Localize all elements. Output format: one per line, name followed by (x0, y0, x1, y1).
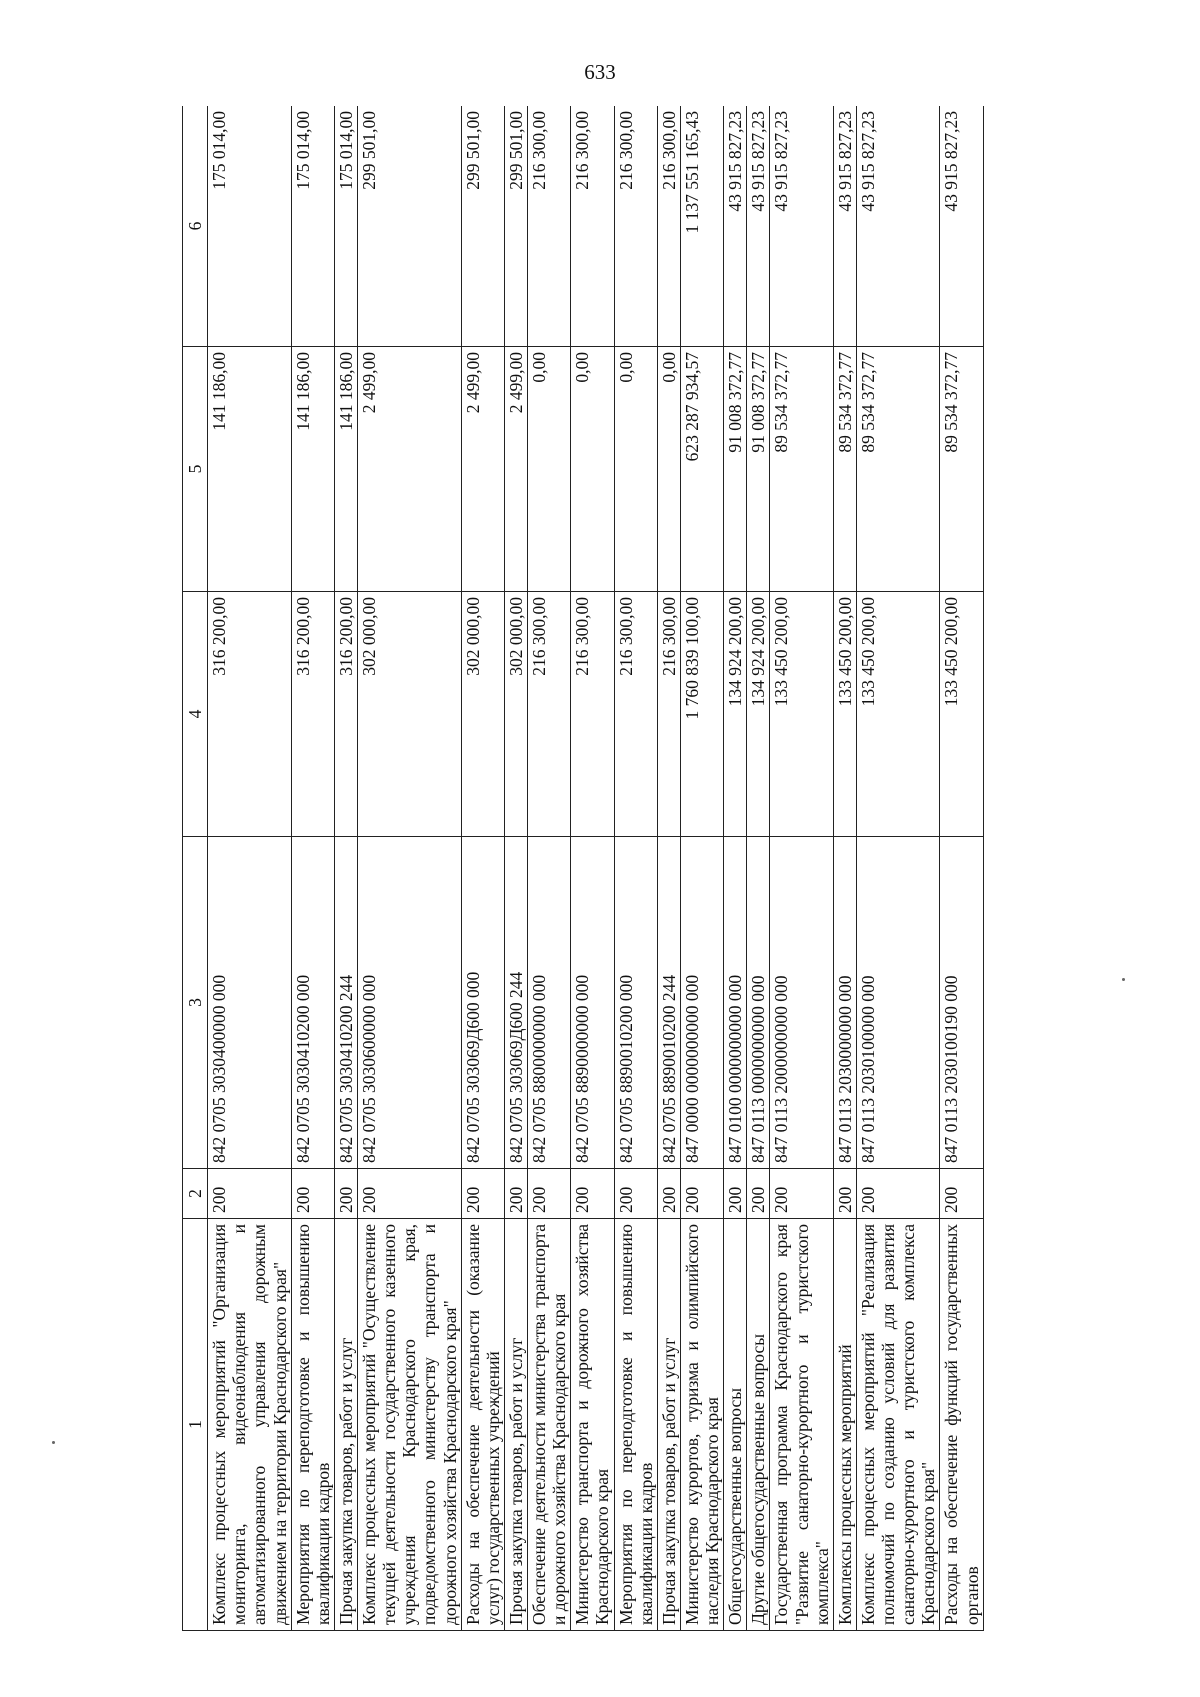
row-executed-cell: 91 008 372,77 (724, 347, 747, 592)
row-classification-cell: 842 0705 8800000000 000 (528, 837, 571, 1169)
row-remainder-cell: 175 014,00 (291, 106, 334, 347)
row-line-code-cell: 200 (334, 1169, 357, 1219)
row-name-cell: Расходы на обеспечение деятельности (оказание услуг) государственных учреждений (461, 1219, 504, 1631)
row-line-code-cell: 200 (747, 1169, 770, 1219)
table-header-row (183, 106, 208, 1631)
table-row (208, 106, 292, 1631)
row-remainder-cell: 43 915 827,23 (833, 106, 856, 347)
row-classification-cell: 842 0705 3030400000 000 (208, 837, 292, 1169)
row-name-cell: Комплекс процессных мероприятий "Осуществление текущей деятельности государственного казенного учреждения Краснодарского края, подведомственного министерству транспорта и дорожного хозяйства Краснодарского края" (358, 1219, 462, 1631)
row-name-cell: Прочая закупка товаров, работ и услуг (334, 1219, 357, 1631)
rotated-table-container (182, 106, 1092, 1631)
row-classification-cell: 847 0113 2000000000 000 (770, 837, 833, 1169)
row-name-cell: Другие общегосударственные вопросы (747, 1219, 770, 1631)
row-plan-cell: 302 000,00 (358, 592, 462, 837)
row-plan-cell: 133 450 200,00 (856, 592, 940, 837)
table-row (747, 106, 770, 1631)
row-classification-cell: 842 0705 3030410200 000 (291, 837, 334, 1169)
row-remainder-cell: 299 501,00 (358, 106, 462, 347)
table-row (614, 106, 657, 1631)
row-name-cell: Министерство курортов, туризма и олимпийского наследия Краснодарского края (680, 1219, 723, 1631)
row-remainder-cell: 175 014,00 (208, 106, 292, 347)
header-col-6: 6 (183, 106, 208, 347)
row-name-cell: Прочая закупка товаров, работ и услуг (504, 1219, 527, 1631)
row-plan-cell: 302 000,00 (461, 592, 504, 837)
table-row (461, 106, 504, 1631)
row-executed-cell: 141 186,00 (208, 347, 292, 592)
row-line-code-cell: 200 (461, 1169, 504, 1219)
row-line-code-cell: 200 (657, 1169, 680, 1219)
row-plan-cell: 133 450 200,00 (940, 592, 983, 837)
row-plan-cell: 316 200,00 (208, 592, 292, 837)
row-remainder-cell: 175 014,00 (334, 106, 357, 347)
row-executed-cell: 89 534 372,77 (833, 347, 856, 592)
row-executed-cell: 0,00 (614, 347, 657, 592)
row-name-cell: Общегосударственные вопросы (724, 1219, 747, 1631)
table-row (657, 106, 680, 1631)
row-plan-cell: 316 200,00 (291, 592, 334, 837)
row-plan-cell: 216 300,00 (571, 592, 614, 837)
row-line-code-cell: 200 (571, 1169, 614, 1219)
row-classification-cell: 842 0705 303069Д600 000 (461, 837, 504, 1169)
table-row (856, 106, 940, 1631)
row-classification-cell: 842 0705 8890010200 244 (657, 837, 680, 1169)
row-executed-cell: 623 287 934,57 (680, 347, 723, 592)
table-row (291, 106, 334, 1631)
table-row (940, 106, 983, 1631)
header-col-3: 3 (183, 837, 208, 1169)
row-executed-cell: 0,00 (528, 347, 571, 592)
row-remainder-cell: 43 915 827,23 (856, 106, 940, 347)
page-number: 633 (584, 60, 616, 84)
row-line-code-cell: 200 (614, 1169, 657, 1219)
header-col-5: 5 (183, 347, 208, 592)
row-classification-cell: 842 0705 8890000000 000 (571, 837, 614, 1169)
row-classification-cell: 847 0100 0000000000 000 (724, 837, 747, 1169)
row-remainder-cell: 299 501,00 (461, 106, 504, 347)
row-remainder-cell: 299 501,00 (504, 106, 527, 347)
table-row (770, 106, 833, 1631)
row-name-cell: Обеспечение деятельности министерства транспорта и дорожного хозяйства Краснодарского края (528, 1219, 571, 1631)
row-classification-cell: 842 0705 303069Д600 244 (504, 837, 527, 1169)
row-line-code-cell: 200 (770, 1169, 833, 1219)
row-classification-cell: 842 0705 3030410200 244 (334, 837, 357, 1169)
table-body (208, 106, 984, 1631)
row-classification-cell: 847 0113 2030000000 000 (833, 837, 856, 1169)
row-plan-cell: 134 924 200,00 (724, 592, 747, 837)
row-line-code-cell: 200 (291, 1169, 334, 1219)
row-plan-cell: 1 760 839 100,00 (680, 592, 723, 837)
row-classification-cell: 847 0113 2030100190 000 (940, 837, 983, 1169)
row-plan-cell: 216 300,00 (614, 592, 657, 837)
row-line-code-cell: 200 (504, 1169, 527, 1219)
row-executed-cell: 0,00 (657, 347, 680, 592)
row-remainder-cell: 43 915 827,23 (724, 106, 747, 347)
table-row (504, 106, 527, 1631)
row-executed-cell: 2 499,00 (504, 347, 527, 592)
row-name-cell: Мероприятия по переподготовке и повышению квалификации кадров (614, 1219, 657, 1631)
row-plan-cell: 133 450 200,00 (833, 592, 856, 837)
row-name-cell: Государственная программа Краснодарского края "Развитие санаторно-курортного и туристского комплекса" (770, 1219, 833, 1631)
row-executed-cell: 89 534 372,77 (940, 347, 983, 592)
scan-speck (52, 1441, 55, 1444)
table-row (528, 106, 571, 1631)
table-row (358, 106, 462, 1631)
table-row (833, 106, 856, 1631)
row-classification-cell: 847 0113 2030100000 000 (856, 837, 940, 1169)
header-col-4: 4 (183, 592, 208, 837)
row-remainder-cell: 43 915 827,23 (770, 106, 833, 347)
row-name-cell: Комплекс процессных мероприятий "Реализация полномочий по созданию условий для развития санаторно-курортного и туристского комплекса Краснодарского края" (856, 1219, 940, 1631)
row-remainder-cell: 1 137 551 165,43 (680, 106, 723, 347)
table-row (724, 106, 747, 1631)
row-classification-cell: 847 0113 0000000000 000 (747, 837, 770, 1169)
row-line-code-cell: 200 (208, 1169, 292, 1219)
table-row (334, 106, 357, 1631)
row-executed-cell: 141 186,00 (291, 347, 334, 592)
row-remainder-cell: 43 915 827,23 (940, 106, 983, 347)
row-name-cell: Комплексы процессных мероприятий (833, 1219, 856, 1631)
row-executed-cell: 2 499,00 (461, 347, 504, 592)
row-executed-cell: 89 534 372,77 (770, 347, 833, 592)
row-line-code-cell: 200 (528, 1169, 571, 1219)
row-executed-cell: 2 499,00 (358, 347, 462, 592)
row-plan-cell: 216 300,00 (528, 592, 571, 837)
scan-speck (1122, 978, 1125, 981)
row-remainder-cell: 216 300,00 (657, 106, 680, 347)
row-name-cell: Мероприятия по переподготовке и повышению квалификации кадров (291, 1219, 334, 1631)
header-col-2: 2 (183, 1169, 208, 1219)
row-classification-cell: 842 0705 8890010200 000 (614, 837, 657, 1169)
table-row (680, 106, 723, 1631)
table-row (571, 106, 614, 1631)
row-plan-cell: 216 300,00 (657, 592, 680, 837)
row-line-code-cell: 200 (724, 1169, 747, 1219)
row-plan-cell: 133 450 200,00 (770, 592, 833, 837)
row-line-code-cell: 200 (358, 1169, 462, 1219)
row-name-cell: Министерство транспорта и дорожного хозяйства Краснодарского края (571, 1219, 614, 1631)
row-name-cell: Прочая закупка товаров, работ и услуг (657, 1219, 680, 1631)
row-plan-cell: 302 000,00 (504, 592, 527, 837)
row-line-code-cell: 200 (856, 1169, 940, 1219)
row-classification-cell: 842 0705 3030600000 000 (358, 837, 462, 1169)
budget-table (182, 106, 984, 1631)
row-executed-cell: 89 534 372,77 (856, 347, 940, 592)
row-remainder-cell: 216 300,00 (528, 106, 571, 347)
row-executed-cell: 141 186,00 (334, 347, 357, 592)
row-remainder-cell: 43 915 827,23 (747, 106, 770, 347)
row-plan-cell: 134 924 200,00 (747, 592, 770, 837)
row-name-cell: Комплекс процессных мероприятий "Организация мониторинга, видеонаблюдения и автоматизированного управления дорожным движением на территории Краснодарского края" (208, 1219, 292, 1631)
row-plan-cell: 316 200,00 (334, 592, 357, 837)
row-remainder-cell: 216 300,00 (571, 106, 614, 347)
row-classification-cell: 847 0000 0000000000 000 (680, 837, 723, 1169)
row-remainder-cell: 216 300,00 (614, 106, 657, 347)
row-line-code-cell: 200 (833, 1169, 856, 1219)
row-line-code-cell: 200 (680, 1169, 723, 1219)
row-executed-cell: 0,00 (571, 347, 614, 592)
row-executed-cell: 91 008 372,77 (747, 347, 770, 592)
header-col-1: 1 (183, 1219, 208, 1631)
row-name-cell: Расходы на обеспечение функций государственных органов (940, 1219, 983, 1631)
table-frame (182, 106, 1092, 1631)
row-line-code-cell: 200 (940, 1169, 983, 1219)
